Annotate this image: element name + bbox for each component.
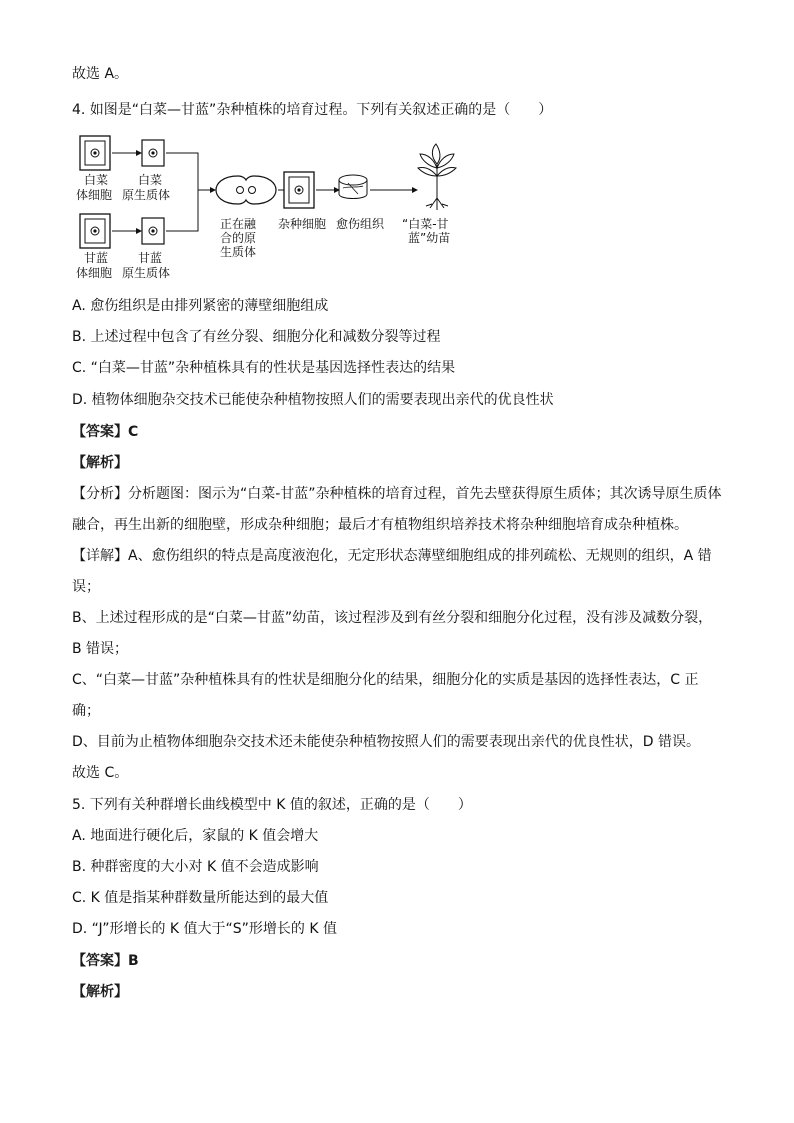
q4-analysis-line: B、上述过程形成的是“白菜—甘蓝”幼苗，该过程涉及到有丝分裂和细胞分化过程，没有涉及减数分裂， <box>72 610 713 626</box>
label-callus: 愈伤组织 <box>336 217 385 231</box>
q5-stem: 5. 下列有关种群增长曲线模型中 K 值的叙述，正确的是（ ） <box>72 797 472 813</box>
q4-option-a: A. 愈伤组织是由排列紧密的薄壁细胞组成 <box>72 298 329 314</box>
q5-analysis-title: 【解析】 <box>72 984 128 1000</box>
label-cabbage-cell-2: 体细胞 <box>76 188 113 202</box>
q4-option-d: D. 植物体细胞杂交技术已能使杂种植物按照人们的需要表现出亲代的优良性状 <box>72 392 554 408</box>
q5-option-a: A. 地面进行硬化后，家鼠的 K 值会增大 <box>72 828 319 844</box>
q5-option-b: B. 种群密度的大小对 K 值不会造成影响 <box>72 859 319 875</box>
q4-analysis-title: 【解析】 <box>72 455 128 471</box>
hybrid-cell-icon <box>284 172 314 208</box>
cabbage-somatic-cell-icon <box>80 136 110 170</box>
label-kale-proto-2: 原生质体 <box>122 266 171 280</box>
q4-analysis-line: 误； <box>72 579 100 595</box>
cabbage-protoplast-icon <box>142 140 164 166</box>
label-hybrid-cell: 杂种细胞 <box>278 217 327 231</box>
kale-protoplast-icon <box>142 218 164 244</box>
q4-option-c: C. “白菜—甘蓝”杂种植株具有的性状是基因选择性表达的结果 <box>72 360 456 376</box>
q5-option-d: D. “J”形增长的 K 值大于“S”形增长的 K 值 <box>72 921 338 937</box>
q4-analysis-line: B 错误； <box>72 641 129 657</box>
q4-analysis-line: D、目前为止植物体细胞杂交技术还未能使杂种植物按照人们的需要表现出亲代的优良性状，D 错误。 <box>72 734 701 750</box>
label-kale-cell-2: 体细胞 <box>76 266 113 280</box>
seedling-icon <box>418 144 456 210</box>
q4-analysis-line: 确； <box>72 703 100 719</box>
q5-option-c: C. K 值是指某种群数量所能达到的最大值 <box>72 890 329 906</box>
label-fusing-1: 正在融 <box>220 217 257 231</box>
q4-analysis-line: C、“白菜—甘蓝”杂种植株具有的性状是细胞分化的结果，细胞分化的实质是基因的选择性表达，C 正 <box>72 672 699 688</box>
fusing-protoplasts-icon <box>216 176 276 204</box>
q5-answer: 【答案】B <box>72 953 139 969</box>
label-kale-cell-1: 甘蓝 <box>84 251 109 265</box>
kale-somatic-cell-icon <box>80 214 110 248</box>
q4-stem: 4. 如图是“白菜—甘蓝”杂种植株的培育过程。下列有关叙述正确的是（ ） <box>72 102 553 118</box>
q4-analysis-line: 故选 C。 <box>72 765 129 781</box>
callus-icon <box>339 175 367 199</box>
label-kale-proto-1: 甘蓝 <box>138 251 163 265</box>
q4-analysis-line: 融合，再生出新的细胞壁，形成杂种细胞；最后才有植物组织培养技术将杂种细胞培育成杂种植株。 <box>72 517 688 533</box>
previous-conclusion: 故选 A。 <box>72 66 129 82</box>
label-cabbage-cell-1: 白菜 <box>84 173 109 187</box>
label-seedling-1: “白菜-甘 <box>402 217 449 231</box>
label-fusing-3: 生质体 <box>220 245 257 259</box>
label-cabbage-proto-1: 白菜 <box>138 173 163 187</box>
label-cabbage-proto-2: 原生质体 <box>122 188 171 202</box>
q4-analysis-line: 【分析】分析题图：图示为“白菜-甘蓝”杂种植株的培育过程，首先去壁获得原生质体；其次诱导原生质体 <box>72 486 722 502</box>
q4-answer: 【答案】C <box>72 424 139 440</box>
label-seedling-2: 蓝”幼苗 <box>408 231 451 245</box>
label-fusing-2: 合的原 <box>220 231 257 245</box>
q4-analysis-line: 【详解】A、愈伤组织的特点是高度液泡化，无定形状态薄壁细胞组成的排列疏松、无规则的组织，A 错 <box>72 548 712 564</box>
hybrid-plant-diagram <box>72 128 492 288</box>
q4-option-b: B. 上述过程中包含了有丝分裂、细胞分化和减数分裂等过程 <box>72 329 441 345</box>
